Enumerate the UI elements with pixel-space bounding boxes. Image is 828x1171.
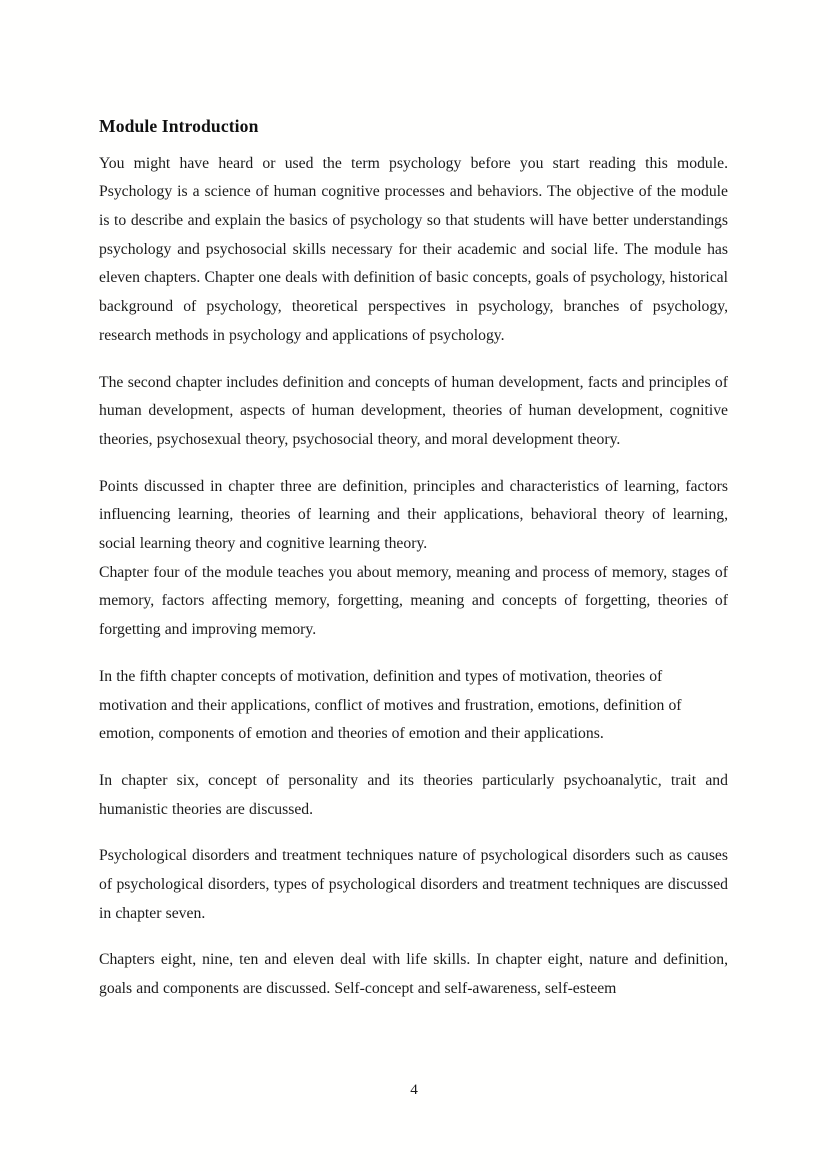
page-content (99, 112, 728, 1022)
page-title: Module Introduction (99, 116, 259, 136)
paragraph-chapter-three: Points discussed in chapter three are definition, principles and characteristics of learning, factors influencing learning, theories of learning and their applications, behavioral theory of learning, social learning theory and cognitive learning theory. (99, 477, 728, 553)
paragraph-chapter-seven: Psychological disorders and treatment techniques nature of psychological disorders such as causes of psychological disorders, types of psychological disorders and treatment techniques are discussed in chapter seven. (99, 847, 728, 922)
body-text-container (99, 150, 728, 1004)
page-number: 4 (410, 1081, 418, 1098)
paragraph-intro-overview: You might have heard or used the term psychology before you start reading this module. Psychology is a science of human cognitive processes and behaviors. The objective of the module is to describe and explain the basics of psychology so that students will have better understandings psychology and psychosocial skills necessary for their academic and social life. The module has eleven chapters. Chapter one deals with definition of basic concepts, goals of psychology, historical background of psychology, theoretical perspectives in psychology, branches of psychology, research methods in psychology and applications of psychology. (99, 154, 728, 344)
paragraph-chapter-five: In the fifth chapter concepts of motivation, definition and types of motivation, theories of motivation and their applications, conflict of motives and frustration, emotions, definition of emotion, components of emotion and theories of emotion and their applications. (99, 667, 682, 743)
paragraph-chapter-four: Chapter four of the module teaches you about memory, meaning and process of memory, stages of memory, factors affecting memory, forgetting, meaning and concepts of forgetting, theories of forgetting and improving memory. (99, 563, 728, 639)
paragraph-chapter-two: The second chapter includes definition and concepts of human development, facts and principles of human development, aspects of human development, theories of human development, cognitive theories, psychosexual theory, psychosocial theory, and moral development theory. (99, 373, 728, 448)
paragraph-chapters-eight-to-eleven: Chapters eight, nine, ten and eleven deal with life skills. In chapter eight, nature and definition, goals and components are discussed. Self-concept and self-awareness, self-esteem (99, 951, 728, 998)
paragraph-chapter-six: In chapter six, concept of personality and its theories particularly psychoanalytic, trait and humanistic theories are discussed. (99, 771, 728, 818)
